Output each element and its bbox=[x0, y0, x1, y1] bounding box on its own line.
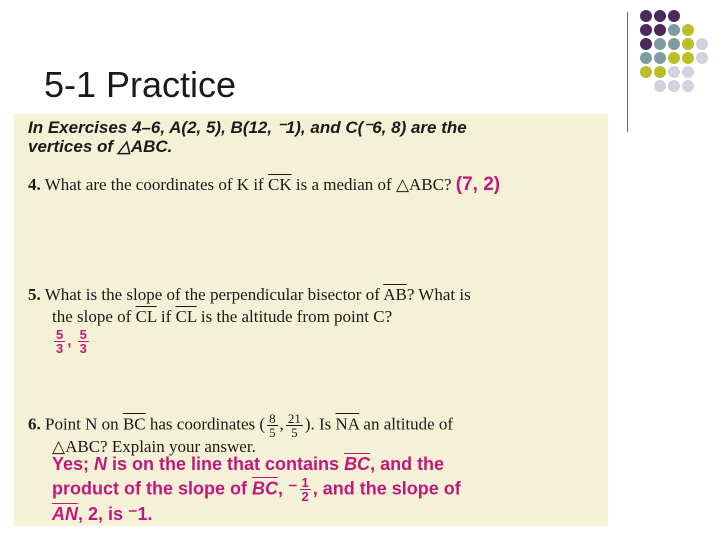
dot bbox=[682, 24, 694, 36]
question-5-line-2 bbox=[52, 306, 392, 328]
segment-label: $\overline{AB}$ bbox=[383, 285, 407, 304]
answer-text: product of the slope of bbox=[52, 478, 252, 499]
question-5-answer bbox=[52, 328, 91, 355]
denominator: 5 bbox=[269, 425, 276, 440]
question-text: the slope of bbox=[52, 307, 136, 326]
denominator: 2 bbox=[301, 489, 309, 504]
question-text: △ABC? Explain your answer. bbox=[52, 437, 256, 456]
dot bbox=[696, 38, 708, 50]
question-text: Point N on bbox=[45, 414, 123, 434]
segment-label: $\overline{CL}$ bbox=[135, 307, 157, 326]
question-text: ? What is bbox=[406, 285, 471, 304]
question-text: if bbox=[156, 307, 176, 326]
dot bbox=[654, 52, 666, 64]
intro-text bbox=[28, 118, 467, 156]
segment-label: $\overline{BC}$ bbox=[344, 454, 371, 474]
answer-text: , 2, is ⁻1. bbox=[78, 504, 153, 524]
dot bbox=[668, 38, 680, 50]
dot bbox=[682, 38, 694, 50]
question-6-answer-line-3 bbox=[52, 504, 153, 525]
answer-text: Yes; bbox=[52, 454, 95, 474]
segment-label: $\overline{AN}$ bbox=[52, 504, 78, 524]
answer-text: N bbox=[94, 454, 108, 474]
dot bbox=[640, 24, 652, 36]
question-6-answer-line-1 bbox=[52, 454, 444, 475]
segment-label: $\overline{BC}$ bbox=[122, 414, 146, 434]
divider-line bbox=[627, 12, 628, 132]
decorative-dot-grid bbox=[640, 10, 720, 120]
exercise-panel bbox=[14, 114, 608, 526]
question-text: is a median of △ABC? bbox=[291, 175, 452, 194]
segment-label: $\overline{BC}$ bbox=[252, 478, 278, 499]
dot bbox=[668, 10, 680, 22]
slide-title: 5-1 Practice bbox=[44, 64, 237, 105]
question-text: an altitude of bbox=[359, 414, 454, 434]
numerator: 5 bbox=[79, 327, 87, 342]
numerator: 5 bbox=[56, 327, 64, 342]
question-text: is the altitude from point C? bbox=[196, 307, 393, 326]
dot bbox=[640, 66, 652, 78]
coordinate-fraction bbox=[267, 412, 278, 439]
dot bbox=[668, 52, 680, 64]
intro-line-2: vertices of △ABC. bbox=[28, 137, 173, 156]
dot bbox=[668, 80, 680, 92]
dot bbox=[654, 24, 666, 36]
intro-line-1: In Exercises 4–6, A(2, 5), B(12, ⁻1), and C(⁻6, 8) are the bbox=[28, 118, 467, 137]
question-text: What is the slope of the perpendicular bisector of bbox=[44, 285, 384, 304]
segment-label: $\overline{NA}$ bbox=[335, 414, 360, 434]
question-6-answer-line-2 bbox=[52, 476, 461, 503]
segment-label: $\overline{CK}$ bbox=[267, 175, 292, 194]
answer-fraction bbox=[54, 328, 65, 355]
segment-label: $\overline{CL}$ bbox=[175, 307, 197, 326]
dot bbox=[682, 52, 694, 64]
question-number: 5. bbox=[28, 285, 41, 304]
question-4 bbox=[28, 174, 500, 196]
numerator: 1 bbox=[301, 475, 309, 490]
question-6: 6. Point N on $\overline{BC}$ has coordinates ( $\frac{8}{5}$ , $\frac{21}{5}$ ). Is $\overline{NA}$ an altitude of bbox=[28, 411, 454, 440]
denominator: 5 bbox=[291, 425, 298, 440]
dot bbox=[654, 66, 666, 78]
question-text: has coordinates bbox=[145, 414, 260, 434]
answer-text: , ⁻ bbox=[278, 478, 298, 499]
dot bbox=[682, 80, 694, 92]
dot bbox=[640, 10, 652, 22]
numerator: 8 bbox=[269, 411, 276, 426]
dot bbox=[640, 38, 652, 50]
answer-separator: , bbox=[67, 332, 72, 350]
dot bbox=[682, 66, 694, 78]
dot bbox=[668, 24, 680, 36]
dot bbox=[696, 52, 708, 64]
answer-text: is on the line that contains bbox=[107, 454, 345, 474]
question-text: . Is bbox=[310, 414, 336, 434]
answer-text: , and the slope of bbox=[312, 478, 461, 499]
dot bbox=[668, 66, 680, 78]
coordinate-fraction bbox=[286, 412, 303, 439]
answer-text: , and the bbox=[370, 454, 445, 474]
answer-text: (7, 2) bbox=[455, 174, 501, 195]
numerator: 21 bbox=[287, 411, 301, 426]
answer-fraction bbox=[78, 328, 89, 355]
question-text: What are the coordinates of K if bbox=[44, 175, 268, 194]
denominator: 3 bbox=[56, 341, 64, 356]
question-5 bbox=[28, 284, 471, 306]
dot bbox=[654, 38, 666, 50]
answer-fraction bbox=[300, 476, 311, 503]
dot bbox=[654, 10, 666, 22]
question-number: 4. bbox=[28, 175, 41, 194]
dot bbox=[640, 52, 652, 64]
denominator: 3 bbox=[79, 341, 87, 356]
question-number: 6. bbox=[28, 414, 41, 434]
dot bbox=[654, 80, 666, 92]
